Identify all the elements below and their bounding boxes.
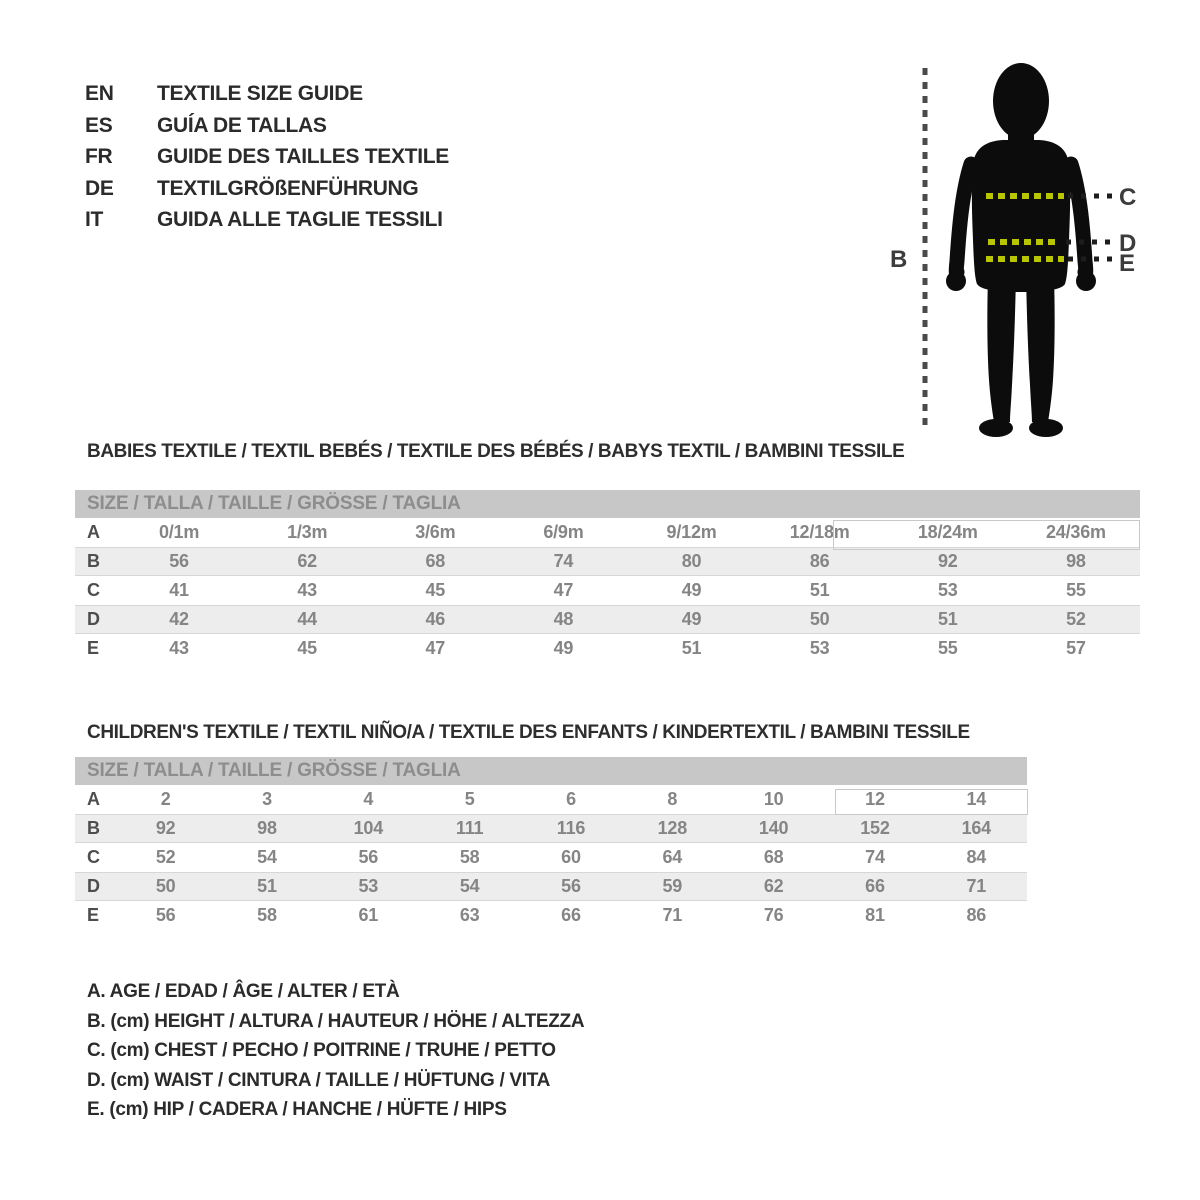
legend-line-age: A. AGE / EDAD / ÂGE / ALTER / ETÀ [87, 981, 400, 1002]
size-value-cell: 111 [455, 818, 484, 838]
measurement-figure [870, 40, 1170, 460]
row-label: D [87, 609, 100, 629]
hip-label: E [1119, 250, 1136, 277]
table-row [75, 785, 1027, 814]
language-code: ES [85, 113, 113, 137]
size-value-cell: 80 [681, 551, 702, 571]
table-row [75, 872, 1027, 901]
babies-section-title: BABIES TEXTILE / TEXTIL BEBÉS / TEXTILE DES BÉBÉS / BABYS TEXTIL / BAMBINI TESSILE [87, 441, 905, 462]
legend-line-waist: D. (cm) WAIST / CINTURA / TAILLE / HÜFTUNG / VITA [87, 1069, 551, 1091]
size-value-cell: 5 [464, 789, 475, 809]
size-value-cell: 8 [667, 789, 678, 809]
size-value-cell: 56 [169, 551, 189, 571]
size-value-cell: 66 [561, 905, 581, 925]
size-value-cell: 56 [358, 847, 379, 867]
size-value-cell: 53 [358, 876, 379, 896]
size-value-cell: 57 [1066, 638, 1086, 658]
legend-line-chest: C. (cm) CHEST / PECHO / POITRINE / TRUHE / PETTO [87, 1040, 556, 1061]
size-value-cell: 51 [938, 609, 958, 629]
size-value-cell: 98 [257, 818, 277, 838]
size-value-cell: 64 [662, 847, 683, 867]
language-row [85, 141, 449, 173]
size-value-cell: 56 [561, 876, 581, 896]
size-value-cell: 71 [662, 905, 683, 925]
children-size-table [75, 757, 1027, 930]
size-value-cell: 46 [425, 609, 446, 629]
size-value-cell: 51 [681, 638, 702, 658]
size-value-cell: 61 [358, 905, 379, 925]
size-value-cell: 47 [425, 638, 446, 658]
size-value-cell: 14 [966, 789, 987, 809]
row-label: E [87, 905, 99, 925]
size-value-cell: 53 [809, 638, 830, 658]
size-value-cell: 6/9m [543, 522, 584, 542]
size-value-cell: 56 [155, 905, 176, 925]
size-value-cell: 9/12m [666, 522, 717, 542]
language-row [85, 78, 449, 110]
legend-line-height: B. (cm) HEIGHT / ALTURA / HAUTEUR / HÖHE / ALTEZZA [87, 1010, 585, 1032]
table-row [75, 814, 1027, 843]
row-label: A [87, 522, 100, 542]
row-label: E [87, 638, 99, 658]
size-value-cell: 59 [662, 876, 683, 896]
size-value-cell: 45 [425, 580, 446, 600]
size-value-cell: 116 [556, 818, 586, 838]
row-label: C [87, 847, 100, 867]
size-value-cell: 49 [681, 609, 702, 629]
language-row [85, 110, 449, 142]
size-value-cell: 71 [966, 876, 987, 896]
size-value-cell: 55 [1066, 580, 1086, 600]
size-value-cell: 43 [169, 638, 189, 658]
size-value-cell: 18/24m [917, 522, 978, 542]
size-value-cell: 62 [297, 551, 317, 571]
size-value-cell: 62 [763, 876, 784, 896]
size-value-cell: 43 [297, 580, 317, 600]
children-section-title: CHILDREN'S TEXTILE / TEXTIL NIÑO/A / TEXTILE DES ENFANTS / KINDERTEXTIL / BAMBINI TESSILE [87, 722, 970, 743]
size-value-cell: 74 [865, 847, 885, 867]
language-title-list [85, 78, 449, 236]
size-table-header: SIZE / TALLA / TAILLE / GRÖSSE / TAGLIA [75, 757, 1027, 785]
table-row [75, 901, 1027, 930]
size-value-cell: 68 [763, 847, 784, 867]
chest-label: C [1119, 184, 1137, 211]
size-value-cell: 54 [459, 876, 480, 896]
size-value-cell: 92 [155, 818, 176, 838]
row-label: D [87, 876, 100, 896]
child-silhouette-icon [946, 63, 1096, 437]
language-title: TEXTILE SIZE GUIDE [157, 82, 363, 105]
babies-table-body [75, 518, 1140, 663]
size-value-cell: 3 [262, 789, 272, 809]
size-value-cell: 81 [865, 905, 885, 925]
waist-label: D [1119, 230, 1137, 257]
language-code: DE [85, 176, 114, 200]
language-code: IT [85, 208, 104, 231]
language-title: GUIDA ALLE TAGLIE TESSILI [157, 208, 443, 231]
size-value-cell: 92 [938, 551, 958, 571]
size-value-cell: 3/6m [415, 522, 456, 542]
language-title: TEXTILGRÖßENFÜHRUNG [157, 176, 419, 200]
size-value-cell: 60 [561, 847, 581, 867]
language-title: GUÍA DE TALLAS [157, 113, 327, 137]
size-value-cell: 12/18m [789, 522, 850, 542]
size-value-cell: 44 [297, 609, 317, 629]
child-measurement-diagram [870, 40, 1170, 460]
legend-line-hip: E. (cm) HIP / CADERA / HANCHE / HÜFTE / HIPS [87, 1099, 507, 1120]
size-value-cell: 41 [169, 580, 189, 600]
babies-size-table [75, 490, 1140, 663]
size-value-cell: 76 [763, 905, 784, 925]
table-row [75, 605, 1140, 634]
size-value-cell: 51 [257, 876, 277, 896]
size-value-cell: 50 [809, 609, 830, 629]
size-value-cell: 86 [966, 905, 987, 925]
size-value-cell: 24/36m [1046, 522, 1106, 542]
table-row [75, 518, 1140, 547]
size-value-cell: 98 [1066, 551, 1086, 571]
size-value-cell: 164 [961, 818, 991, 838]
size-value-cell: 48 [553, 609, 574, 629]
language-code: FR [85, 145, 113, 168]
language-title: GUIDE DES TAILLES TEXTILE [157, 145, 449, 168]
children-table-body [75, 785, 1027, 930]
size-value-cell: 58 [459, 847, 480, 867]
size-value-cell: 74 [553, 551, 574, 571]
size-value-cell: 52 [155, 847, 176, 867]
size-value-cell: 68 [425, 551, 446, 571]
size-value-cell: 84 [966, 847, 987, 867]
size-value-cell: 0/1m [158, 522, 200, 542]
size-value-cell: 45 [297, 638, 317, 658]
size-value-cell: 4 [363, 789, 374, 809]
size-value-cell: 128 [657, 818, 688, 838]
size-value-cell: 51 [809, 580, 830, 600]
size-value-cell: 53 [938, 580, 958, 600]
size-value-cell: 58 [257, 905, 277, 925]
size-value-cell: 10 [763, 789, 784, 809]
size-value-cell: 54 [257, 847, 277, 867]
row-label: A [87, 789, 100, 809]
size-value-cell: 49 [681, 580, 702, 600]
row-label: B [87, 818, 100, 838]
size-value-cell: 50 [155, 876, 176, 896]
size-value-cell: 6 [566, 789, 576, 809]
height-label: B [890, 246, 908, 273]
size-value-cell: 49 [553, 638, 574, 658]
size-value-cell: 12 [865, 789, 885, 809]
table-row [75, 843, 1027, 872]
row-label: C [87, 580, 100, 600]
measurement-legend [87, 977, 584, 1125]
size-value-cell: 63 [459, 905, 480, 925]
row-label: B [87, 551, 100, 571]
language-row [85, 204, 449, 236]
size-value-cell: 152 [860, 818, 890, 838]
size-value-cell: 52 [1066, 609, 1086, 629]
table-row [75, 634, 1140, 663]
size-value-cell: 86 [809, 551, 830, 571]
size-value-cell: 2 [160, 789, 171, 809]
size-value-cell: 66 [865, 876, 885, 896]
table-row [75, 547, 1140, 576]
size-value-cell: 42 [169, 609, 189, 629]
size-value-cell: 104 [353, 818, 384, 838]
size-value-cell: 1/3m [287, 522, 328, 542]
size-value-cell: 140 [758, 818, 789, 838]
language-code: EN [85, 82, 114, 105]
language-row [85, 173, 449, 205]
size-value-cell: 55 [938, 638, 958, 658]
table-row [75, 576, 1140, 605]
size-table-header: SIZE / TALLA / TAILLE / GRÖSSE / TAGLIA [75, 490, 1140, 518]
size-value-cell: 47 [553, 580, 574, 600]
